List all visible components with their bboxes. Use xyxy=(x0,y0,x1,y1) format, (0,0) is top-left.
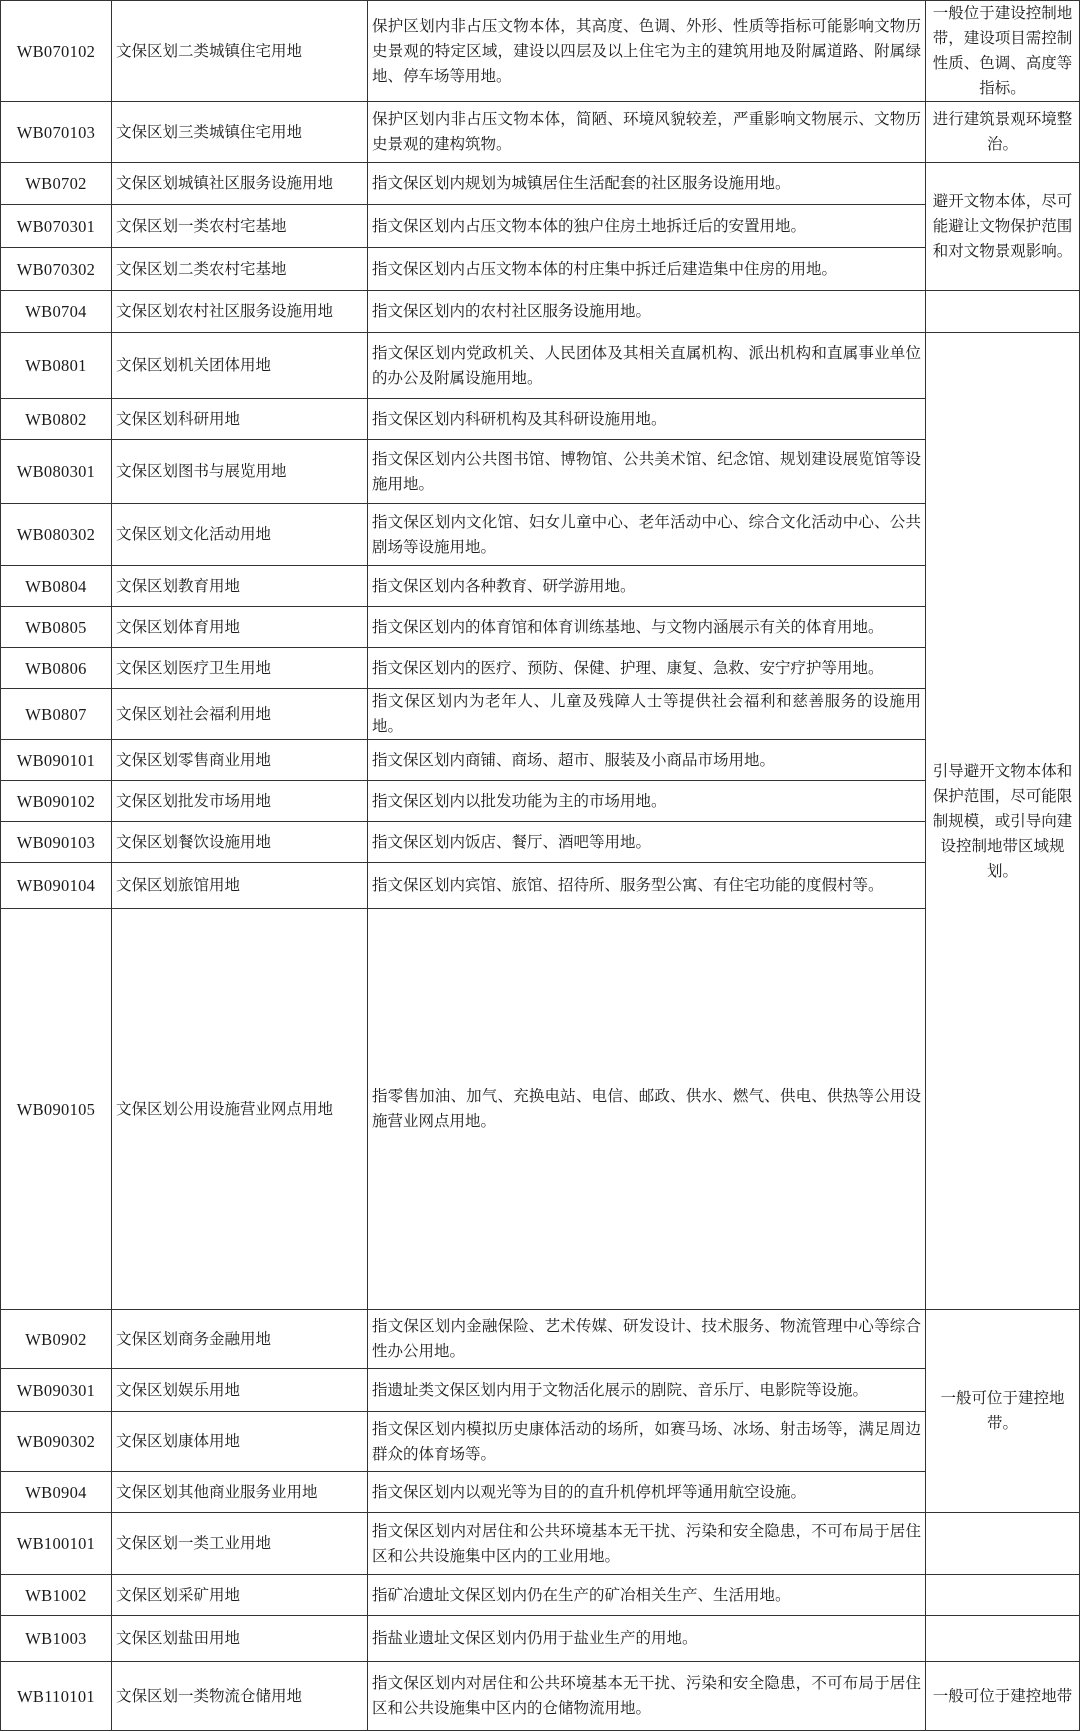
land-code: WB1003 xyxy=(1,1616,112,1662)
table-row xyxy=(1,102,1080,163)
land-code: WB080301 xyxy=(1,440,112,504)
land-name: 文保区划社会福利用地 xyxy=(112,689,368,740)
land-name: 文保区划医疗卫生用地 xyxy=(112,648,368,689)
table-row xyxy=(1,1412,1080,1472)
land-description: 指文保区划内的农村社区服务设施用地。 xyxy=(368,291,926,333)
land-name: 文保区划三类城镇住宅用地 xyxy=(112,102,368,163)
planning-requirement: 引导避开文物本体和保护范围，尽可能限制规模，或引导向建设控制地带区域规划。 xyxy=(926,333,1080,1310)
land-code: WB070301 xyxy=(1,205,112,248)
table-row xyxy=(1,1369,1080,1412)
table-row xyxy=(1,822,1080,863)
land-description: 指文保区划内科研机构及其科研设施用地。 xyxy=(368,399,926,440)
land-code: WB090103 xyxy=(1,822,112,863)
land-name: 文保区划一类工业用地 xyxy=(112,1513,368,1575)
table-row xyxy=(1,909,1080,1310)
land-name: 文保区划农村社区服务设施用地 xyxy=(112,291,368,333)
land-description: 指文保区划内党政机关、人民团体及其相关直属机构、派出机构和直属事业单位的办公及附属设施用地。 xyxy=(368,333,926,399)
land-description: 指文保区划内各种教育、研学游用地。 xyxy=(368,566,926,607)
land-code: WB070302 xyxy=(1,248,112,291)
land-code: WB070103 xyxy=(1,102,112,163)
planning-requirement: 一般可位于建控地带。 xyxy=(926,1310,1080,1513)
land-code: WB090101 xyxy=(1,740,112,781)
land-name: 文保区划二类城镇住宅用地 xyxy=(112,1,368,102)
land-name: 文保区划体育用地 xyxy=(112,607,368,648)
table-row xyxy=(1,648,1080,689)
land-description: 指文保区划内模拟历史康体活动的场所，如赛马场、冰场、射击场等，满足周边群众的体育场等。 xyxy=(368,1412,926,1472)
land-name: 文保区划旅馆用地 xyxy=(112,863,368,909)
land-code: WB070102 xyxy=(1,1,112,102)
planning-requirement xyxy=(926,1513,1080,1575)
land-name: 文保区划批发市场用地 xyxy=(112,781,368,822)
land-code: WB0902 xyxy=(1,1310,112,1369)
land-name: 文保区划盐田用地 xyxy=(112,1616,368,1662)
land-code: WB1002 xyxy=(1,1575,112,1616)
table-row xyxy=(1,440,1080,504)
planning-requirement: 避开文物本体，尽可能避让文物保护范围和对文物景观影响。 xyxy=(926,163,1080,291)
land-code: WB090301 xyxy=(1,1369,112,1412)
land-description: 指文保区划内对居住和公共环境基本无干扰、污染和安全隐患，不可布局于居住区和公共设施集中区内的仓储物流用地。 xyxy=(368,1662,926,1731)
planning-requirement xyxy=(926,291,1080,333)
land-code: WB0807 xyxy=(1,689,112,740)
land-code: WB0802 xyxy=(1,399,112,440)
land-code: WB0806 xyxy=(1,648,112,689)
land-code: WB090105 xyxy=(1,909,112,1310)
land-name: 文保区划文化活动用地 xyxy=(112,504,368,566)
table-row xyxy=(1,333,1080,399)
land-name: 文保区划二类农村宅基地 xyxy=(112,248,368,291)
table-row xyxy=(1,399,1080,440)
land-description: 指文保区划内对居住和公共环境基本无干扰、污染和安全隐患，不可布局于居住区和公共设施集中区内的工业用地。 xyxy=(368,1513,926,1575)
land-description: 指文保区划内占压文物本体的独户住房土地拆迁后的安置用地。 xyxy=(368,205,926,248)
land-description: 指文保区划内金融保险、艺术传媒、研发设计、技术服务、物流管理中心等综合性办公用地。 xyxy=(368,1310,926,1369)
land-name: 文保区划一类物流仓储用地 xyxy=(112,1662,368,1731)
land-name: 文保区划机关团体用地 xyxy=(112,333,368,399)
table-row xyxy=(1,1513,1080,1575)
land-description: 指文保区划内占压文物本体的村庄集中拆迁后建造集中住房的用地。 xyxy=(368,248,926,291)
land-name: 文保区划科研用地 xyxy=(112,399,368,440)
planning-requirement xyxy=(926,1575,1080,1616)
land-code: WB0805 xyxy=(1,607,112,648)
land-name: 文保区划其他商业服务业用地 xyxy=(112,1472,368,1513)
land-code: WB0804 xyxy=(1,566,112,607)
land-description: 指遗址类文保区划内用于文物活化展示的剧院、音乐厅、电影院等设施。 xyxy=(368,1369,926,1412)
land-description: 指文保区划内饭店、餐厅、酒吧等用地。 xyxy=(368,822,926,863)
land-name: 文保区划教育用地 xyxy=(112,566,368,607)
planning-requirement xyxy=(926,1616,1080,1662)
land-code: WB0702 xyxy=(1,163,112,205)
land-code: WB090302 xyxy=(1,1412,112,1472)
land-description: 指文保区划内公共图书馆、博物馆、公共美术馆、纪念馆、规划建设展览馆等设施用地。 xyxy=(368,440,926,504)
land-name: 文保区划采矿用地 xyxy=(112,1575,368,1616)
land-name: 文保区划城镇社区服务设施用地 xyxy=(112,163,368,205)
land-description: 指文保区划内为老年人、儿童及残障人士等提供社会福利和慈善服务的设施用地。 xyxy=(368,689,926,740)
table-row xyxy=(1,1,1080,102)
table-row xyxy=(1,1472,1080,1513)
land-name: 文保区划餐饮设施用地 xyxy=(112,822,368,863)
planning-requirement: 一般可位于建控地带 xyxy=(926,1662,1080,1731)
table-row xyxy=(1,291,1080,333)
table-row xyxy=(1,163,1080,205)
table-row xyxy=(1,607,1080,648)
table-row xyxy=(1,1616,1080,1662)
land-description: 指矿冶遗址文保区划内仍在生产的矿冶相关生产、生活用地。 xyxy=(368,1575,926,1616)
table-row xyxy=(1,689,1080,740)
land-description: 指盐业遗址文保区划内仍用于盐业生产的用地。 xyxy=(368,1616,926,1662)
land-code: WB110101 xyxy=(1,1662,112,1731)
table-row xyxy=(1,863,1080,909)
land-description: 保护区划内非占压文物本体，其高度、色调、外形、性质等指标可能影响文物历史景观的特定区域，建设以四层及以上住宅为主的建筑用地及附属道路、附属绿地、停车场等用地。 xyxy=(368,1,926,102)
land-name: 文保区划零售商业用地 xyxy=(112,740,368,781)
table-row xyxy=(1,781,1080,822)
land-description: 指文保区划内以观光等为目的的直升机停机坪等通用航空设施。 xyxy=(368,1472,926,1513)
land-description: 指零售加油、加气、充换电站、电信、邮政、供水、燃气、供电、供热等公用设施营业网点用地。 xyxy=(368,909,926,1310)
land-name: 文保区划公用设施营业网点用地 xyxy=(112,909,368,1310)
land-description: 保护区划内非占压文物本体，简陋、环境风貌较差，严重影响文物展示、文物历史景观的建构筑物。 xyxy=(368,102,926,163)
land-name: 文保区划康体用地 xyxy=(112,1412,368,1472)
land-code: WB100101 xyxy=(1,1513,112,1575)
table-row xyxy=(1,504,1080,566)
land-description: 指文保区划内商铺、商场、超市、服装及小商品市场用地。 xyxy=(368,740,926,781)
land-description: 指文保区划内规划为城镇居住生活配套的社区服务设施用地。 xyxy=(368,163,926,205)
table-row xyxy=(1,1575,1080,1616)
table-row xyxy=(1,740,1080,781)
land-code: WB0704 xyxy=(1,291,112,333)
table-row xyxy=(1,1310,1080,1369)
land-name: 文保区划商务金融用地 xyxy=(112,1310,368,1369)
land-code: WB0801 xyxy=(1,333,112,399)
planning-requirement: 一般位于建设控制地带，建设项目需控制性质、色调、高度等指标。 xyxy=(926,1,1080,102)
table-row xyxy=(1,1662,1080,1731)
land-code: WB080302 xyxy=(1,504,112,566)
land-code: WB090102 xyxy=(1,781,112,822)
land-code: WB090104 xyxy=(1,863,112,909)
land-description: 指文保区划内的体育馆和体育训练基地、与文物内涵展示有关的体育用地。 xyxy=(368,607,926,648)
table-row xyxy=(1,205,1080,248)
land-name: 文保区划娱乐用地 xyxy=(112,1369,368,1412)
table-row xyxy=(1,248,1080,291)
land-description: 指文保区划内宾馆、旅馆、招待所、服务型公寓、有住宅功能的度假村等。 xyxy=(368,863,926,909)
land-name: 文保区划图书与展览用地 xyxy=(112,440,368,504)
land-code: WB0904 xyxy=(1,1472,112,1513)
planning-requirement: 进行建筑景观环境整治。 xyxy=(926,102,1080,163)
land-description: 指文保区划内的医疗、预防、保健、护理、康复、急救、安宁疗护等用地。 xyxy=(368,648,926,689)
land-name: 文保区划一类农村宅基地 xyxy=(112,205,368,248)
land-description: 指文保区划内以批发功能为主的市场用地。 xyxy=(368,781,926,822)
table-row xyxy=(1,566,1080,607)
land-description: 指文保区划内文化馆、妇女儿童中心、老年活动中心、综合文化活动中心、公共剧场等设施用地。 xyxy=(368,504,926,566)
